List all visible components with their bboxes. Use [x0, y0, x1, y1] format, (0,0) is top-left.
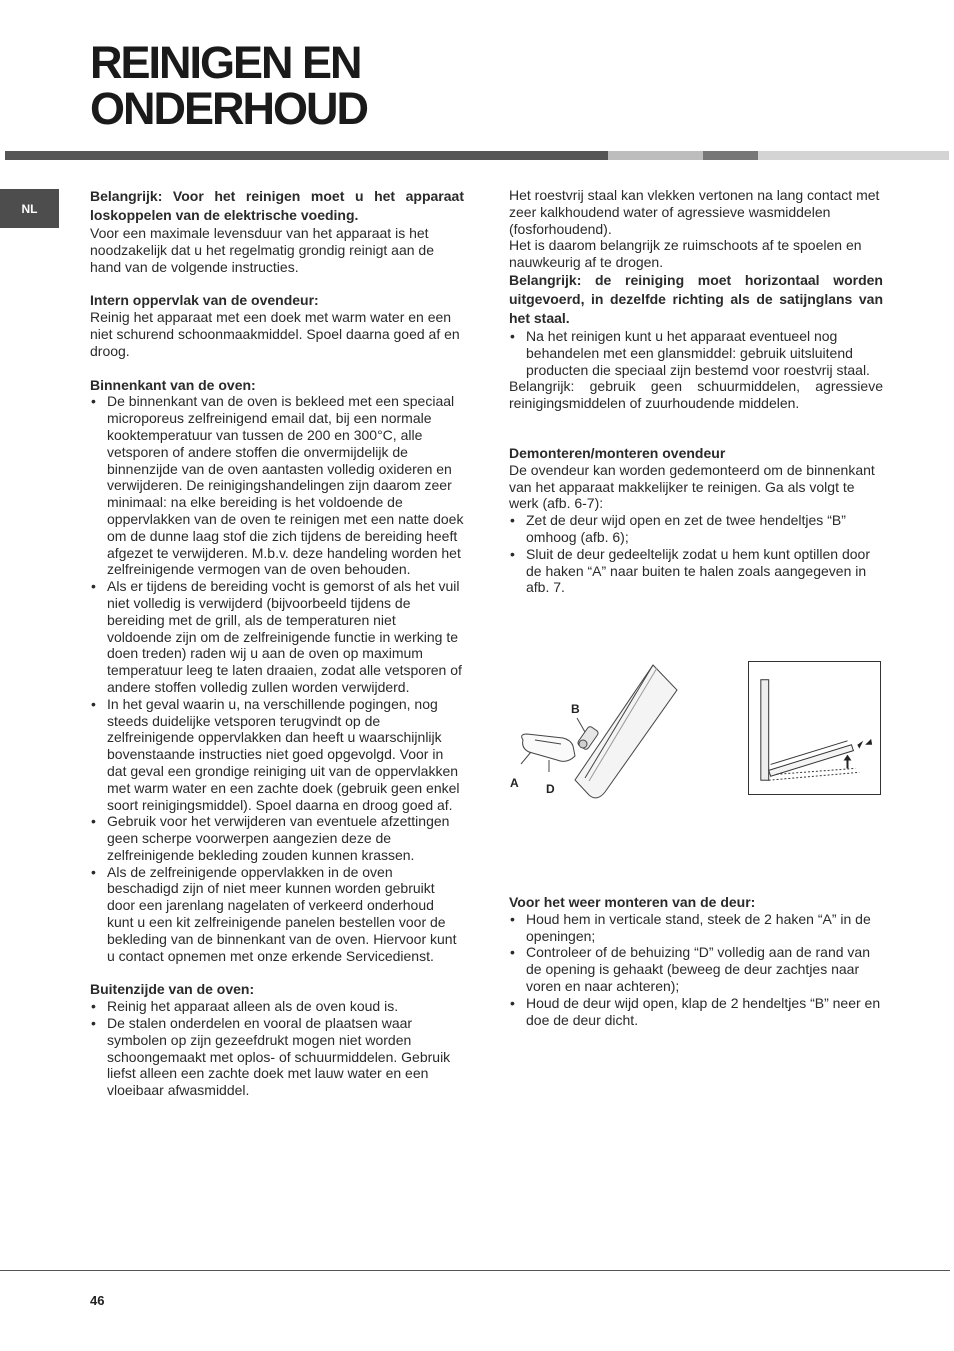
title-line-2: ONDERHOUD: [90, 83, 368, 134]
section-heading-door-inner: Intern oppervlak van de ovendeur:: [90, 292, 319, 309]
list-item: • Gebruik voor het verwijderen van eventuele afzettingen geen scherpe voorwerpen aangezien deze de zelfreinigende bekleding zouden kunnen krassen.: [90, 813, 464, 863]
door-hinge-illustration: [505, 660, 685, 805]
header-rule-pale: [758, 151, 949, 160]
section-heading-oven-inside: Binnenkant van de oven:: [90, 376, 256, 393]
figure-label-b: B: [571, 702, 580, 716]
door-removal-text: De ovendeur kan worden gedemonteerd om de binnenkant van het apparaat makkelijker te reinigen. Ga als volgt te werk (afb. 6-7):: [509, 461, 875, 512]
rinse-paragraph: Het is daarom belangrijk ze ruimschoots af te spoelen en nauwkeurig af te drogen.: [509, 237, 862, 271]
oven-inside-list: [90, 393, 464, 964]
right-column: [509, 187, 883, 596]
figure-label-a: A: [510, 776, 519, 790]
reassembly-list: [509, 911, 883, 1029]
door-inner-text: Reinig het apparaat met een doek met warm water en een niet schurend schoonmaakmiddel. Spoel daarna goed af en droog.: [90, 309, 460, 359]
list-item: • Houd hem in verticale stand, steek de 2 haken “A” in de openingen;: [509, 911, 883, 945]
list-item: • Reinig het apparaat alleen als de oven koud is.: [90, 998, 464, 1015]
list-item: • Sluit de deur gedeeltelijk zodat u hem kunt optillen door de haken “A” naar buiten te halen zoals aangegeven in afb. 7.: [509, 546, 883, 596]
list-item: • Als de zelfreinigende oppervlakken in de oven beschadigd zijn of niet meer kunnen worden gebruikt door een jarenlang nagelaten of verkeerd onderhoud kunt u een kit zelfreinigende panelen bestellen voor de bekleding van de binnenkant van de oven. Hiervoor kunt u contact opnemen met onze erkende Servicedienst.: [90, 864, 464, 965]
header-rule-dark: [5, 151, 608, 160]
list-item: • Controleer of de behuizing “D” volledig aan de rand van de opening is gehaakt (beweeg de deur zachtjes naar voren en naar achteren);: [509, 944, 883, 994]
figure-label-d: D: [546, 782, 555, 796]
left-column: [90, 187, 464, 1099]
section-heading-door-removal: Demonteren/monteren ovendeur: [509, 444, 726, 461]
list-item: • De stalen onderdelen en vooral de plaatsen waar symbolen op zijn gezeefdrukt mogen niet worden schoongemaakt met oplos- of schuurmiddelen. Gebruik liefst alleen een zachte doek met lauw water en een vloeibaar afwasmiddel.: [90, 1015, 464, 1099]
warning-paragraph: Belangrijk: gebruik geen schuurmiddelen, agressieve reinigingsmiddelen of zuurhoudende middelen.: [509, 378, 883, 412]
page-number: 46: [90, 1293, 105, 1308]
list-item: • Als er tijdens de bereiding vocht is gemorst of als het vuil niet volledig is verwijderd (bijvoorbeeld tijdens de bereiding met de grill, als de temperaturen niet voldoende zijn om de zelfreinigende functie in werking te doen treden) raden wij u aan de oven op maximum temperatuur leeg te laten draaien, zodat alle vetsporen of andere stoffen volledig zullen worden verwijderd.: [90, 578, 464, 696]
header-rule-light: [608, 151, 703, 160]
list-item: • De binnenkant van de oven is bekleed met een speciaal microporeus zelfreinigend email dat, bij een normale kooktemperatuur van tussen de 200 en 300°C, alle vetsporen of andere stoffen die onvermijdelijk de binnenzijde van de oven aantasten volledig oxideren en verwijderen. De reinigingshandelingen zijn daarom zeer minimaal: na elke bereiding is het voldoende de oppervlakken van de oven te reinigen met een natte doek om de dunne laag stof die zich tijdens de bereiding heeft afgezet te verwijderen. M.b.v. deze handeling worden het zelfreinigende vermogen van de oven behouden.: [90, 393, 464, 578]
reassembly-section: [509, 894, 883, 1028]
language-tab: NL: [0, 189, 59, 228]
steel-paragraph: Het roestvrij staal kan vlekken vertonen na lang contact met zeer kalkhoudend water of agressieve wasmiddelen (fosforhoudend).: [509, 187, 880, 237]
section-heading-oven-outside: Buitenzijde van de oven:: [90, 981, 255, 998]
door-lift-illustration-frame: [748, 661, 881, 795]
polish-list: [509, 328, 883, 378]
page-title: [90, 37, 368, 134]
intro-paragraph: Voor een maximale levensduur van het apparaat is het noodzakelijk dat u het regelmatig grondig reinigt aan de hand van de volgende instructies.: [90, 225, 435, 275]
header-rule-mid: [703, 151, 758, 160]
oven-outside-list: [90, 998, 464, 1099]
list-item: • Houd de deur wijd open, klap de 2 hendeltjes “B” neer en doe de deur dicht.: [509, 995, 883, 1029]
list-item: • In het geval waarin u, na verschillende pogingen, nog steeds duidelijke vetsporen terugvindt op de zelfreinigende oppervlakken dan heeft u waarschijnlijk bovenstaande instructies niet goed opgevolgd. Voor in dat geval een grondige reiniging uit van de oppervlakken met warm water en een zachte doek (gebruik geen enkel soort reinigingsmiddel). Spoel daarna en droog goed af.: [90, 696, 464, 814]
door-lift-illustration: [749, 662, 880, 794]
list-item: • Zet de deur wijd open en zet de twee hendeltjes “B” omhoog (afb. 6);: [509, 512, 883, 546]
title-line-1: REINIGEN EN: [90, 37, 361, 88]
footer-rule: [0, 1270, 950, 1271]
important-notice: Belangrijk: Voor het reinigen moet u het apparaat loskoppelen van de elektrische voeding.: [90, 188, 464, 223]
list-item: • Na het reinigen kunt u het apparaat eventueel nog behandelen met een glansmiddel: gebruik uitsluitend producten die speciaal zijn bestemd voor roestvrij staal.: [509, 328, 883, 378]
section-heading-reassembly: Voor het weer monteren van de deur:: [509, 894, 756, 910]
important-horizontal: Belangrijk: de reiniging moet horizontaal worden uitgevoerd, in dezelfde richting als de satijnglans van het staal.: [509, 271, 883, 326]
door-removal-list: [509, 512, 883, 596]
